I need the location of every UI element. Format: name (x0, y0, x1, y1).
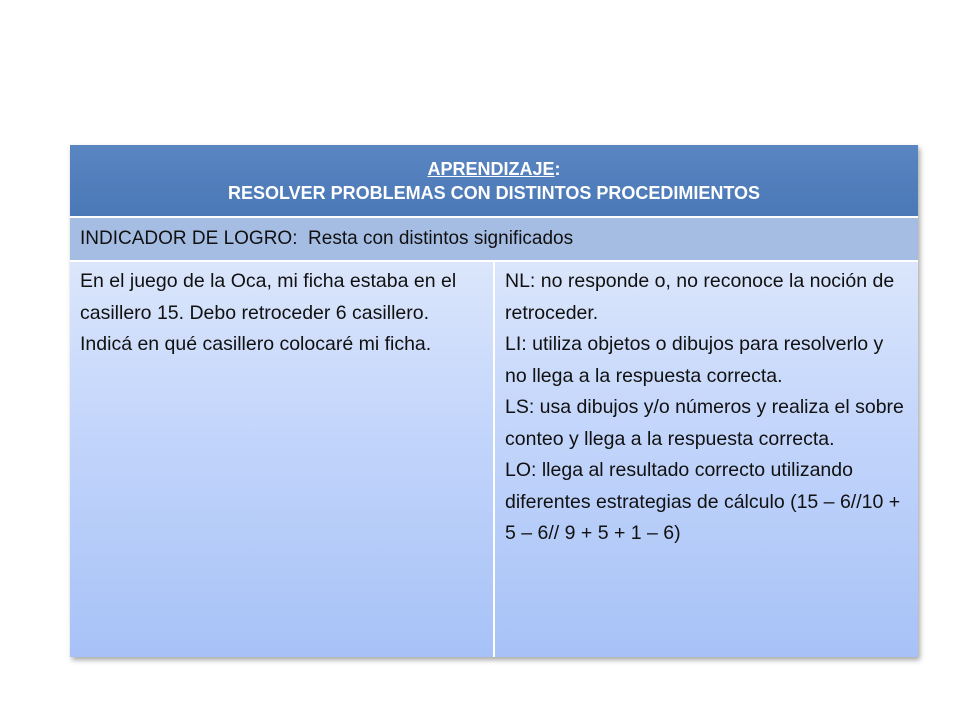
learning-table (70, 145, 918, 657)
criterion-lo: LO: llega al resultado correcto utilizando diferentes estrategias de cálculo (15 – 6//10 + 5 – 6// 9 + 5 + 1 – 6) (505, 459, 901, 544)
criterion-nl: NL: no responde o, no reconoce la noción de retroceder. (505, 270, 895, 324)
header-title-colon: : (554, 158, 561, 179)
criterion-li: LI: utiliza objetos o dibujos para resolverlo y no llega a la respuesta correcta. (505, 333, 884, 387)
header-subtitle: RESOLVER PROBLEMAS CON DISTINTOS PROCEDIMIENTOS (227, 182, 761, 203)
header-title-line (70, 157, 918, 181)
criteria-cell (495, 262, 918, 657)
content-row (70, 262, 918, 657)
criterion-ls: LS: usa dibujos y/o números y realiza el sobre conteo y llega a la respuesta correcta. (505, 396, 904, 450)
indicator-text: INDICADOR DE LOGRO: Resta con distintos significados (80, 228, 574, 249)
problem-text: En el juego de la Oca, mi ficha estaba en el casillero 15. Debo retroceder 6 casillero. Indicá en qué casillero colocaré mi ficha. (80, 270, 457, 355)
header-title: APRENDIZAJE (427, 158, 555, 179)
problem-cell (70, 262, 495, 657)
indicator-row (70, 218, 918, 262)
table-header (70, 145, 918, 218)
